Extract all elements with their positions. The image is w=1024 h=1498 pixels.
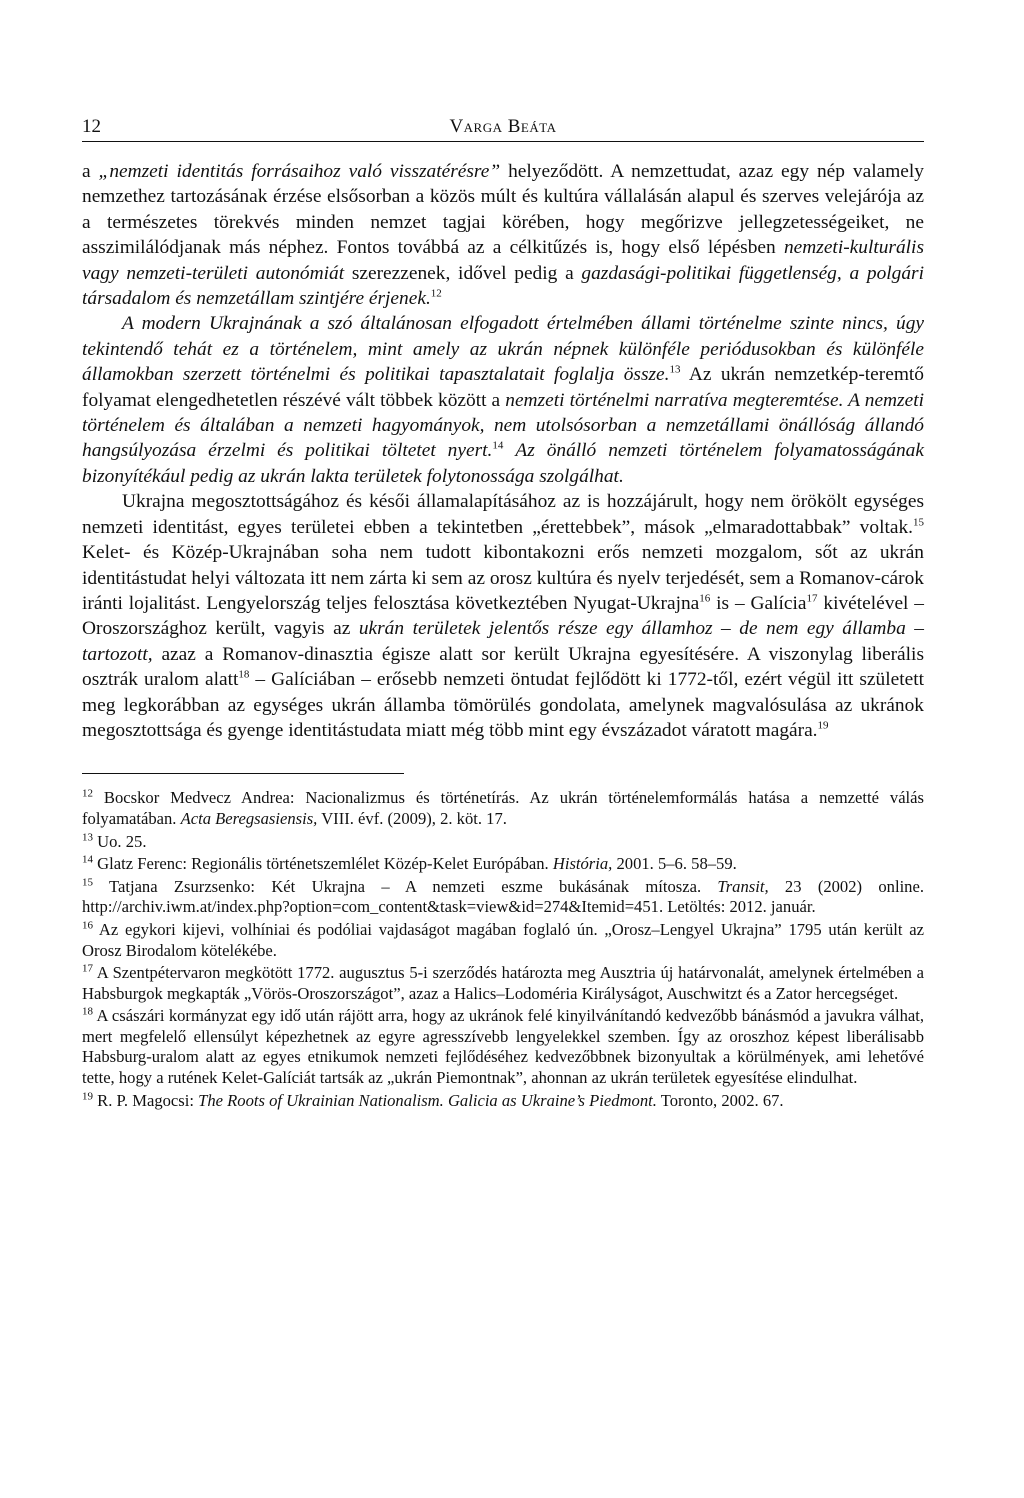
text-run: gazdasági-politikai függetlenség, a polgári társadalom és nemzetállam szintjére érjenek.	[82, 262, 924, 310]
footnote	[82, 788, 924, 829]
text-run: Kelet- és Közép-Ukrajnában soha nem tudott kibontakozni erős nemzeti mozgalom, sőt az ukrán identitástudat helyi változata itt nem zárta ki sem az orosz kultúra és nyelv terjedését, sem a Romanov-cárok iránti lojalitást. Lengyelország teljes felosztása következtében Nyugat-Ukrajna	[82, 542, 924, 614]
text-run: kivételével – Oroszországhoz került, vagyis az	[82, 592, 925, 640]
text-run: a	[82, 161, 99, 182]
page	[82, 116, 924, 1113]
footnote-marker: 13	[82, 831, 93, 843]
text-run: Toronto, 2002. 67.	[656, 1090, 784, 1110]
footnote	[82, 1091, 924, 1112]
text-run: szerezzenek, idővel pedig a	[344, 262, 582, 284]
text-run: Transit,	[717, 876, 769, 896]
text-run: Ukrajna megosztottságához és késői államalapításához az is hozzájárult, hogy nem örökölt egységes nemzeti identitást, egyes területei ebben a tekintetben „érettebbek”, mások „elmaradottabbak” voltak.	[82, 491, 924, 538]
footnote	[82, 920, 924, 961]
footnote-marker: 15	[82, 876, 93, 889]
text-run: A császári kormányzat egy idő után rájött arra, hogy az ukránok felé kinyilvánítandó kedvezőbb bánásmód a javukra válhat, mert megfelelő ellensúlyt képezhetnek az egyre agresszívebb lengyelekkel szemben. Így az oroszhoz képest liberálisabb Habsburg-uralom alatt az egyes etnikumok nemzeti fejlődéséhez kedvezőbbnek bizonyultak a körülmények, ami lehetővé tette, hogy a rutének Kelet-Galíciát tartsák az „ukrán Piemontnak”, ahonnan az ukrán területek egyesítése elindulhat.	[82, 1006, 924, 1088]
text-run: nemzeti-kulturális vagy nemzeti-területi autonómiát	[82, 237, 924, 284]
footnote-marker: 18	[82, 1005, 93, 1018]
footnote-marker: 17	[82, 962, 93, 975]
running-title: Varga Beáta	[449, 116, 557, 137]
text-run: Uo. 25.	[93, 831, 147, 851]
text-run: 23 (2002) online. http://archiv.iwm.at/index.php?option=com_content&task=view&id=274&Itemid=451. Letöltés: 2012. január.	[82, 876, 924, 917]
footnote-marker: 13	[669, 363, 681, 376]
text-run: – Galíciában – erősebb nemzeti öntudat fejlődött ki 1772-től, ezért végül itt született meg legkorábban az egységes ukrán államba tömörülés gondolata, amelynek magvalósulása az ukránok megosztottsága és gyenge identitástudata miatt még több mint egy évszázadot váratott magára.	[82, 669, 924, 741]
paragraph	[82, 159, 924, 311]
footnote	[82, 1006, 924, 1088]
footnote-marker: 14	[82, 853, 93, 866]
text-run: Az ukrán nemzetkép-teremtő folyamat elengedhetetlen részévé vált többek között a	[82, 364, 924, 411]
text-run: is – Galícia	[710, 592, 807, 614]
text-run	[503, 440, 515, 461]
footnote	[82, 832, 924, 853]
paragraph	[82, 311, 924, 489]
text-run: Az önálló nemzeti történelem folyamatosságának bizonyítékául pedig az ukrán lakta területek folytonossága szolgálhat.	[82, 440, 924, 487]
page-number: 12	[82, 116, 101, 137]
footnote-marker: 14	[492, 440, 504, 452]
main-text	[82, 159, 924, 743]
footnote-marker: 12	[430, 287, 442, 300]
footnote-marker: 19	[817, 719, 829, 732]
text-run: Bocskor Medvecz Andrea: Nacionalizmus és történetírás. Az ukrán történelemformálás hatása a nemzetté válás folyamatában.	[82, 788, 924, 828]
text-run: helyeződött. A nemzettudat, azaz egy nép valamely nemzethez tartozásának érzése elsősorban a közös múlt és kultúra vállalásán alapul és szerves velejárója az a természetes törekvés minden nemzet tagjai körében, hogy megőrizve jellegzetességeiket, ne asszimilálódjanak más néphez. Fontos továbbá az a célkitűzés is, hogy első lépésben	[82, 161, 924, 259]
text-run: Acta Beregsasiensis,	[180, 808, 318, 828]
footnote-marker: 15	[913, 516, 924, 529]
footnote	[82, 963, 924, 1004]
running-header	[82, 116, 924, 142]
footnote	[82, 877, 924, 918]
text-run: R. P. Magocsi:	[93, 1090, 199, 1110]
text-run: 2001. 5–6. 58–59.	[612, 854, 737, 874]
footnote-marker: 16	[699, 592, 711, 605]
text-run: „nemzeti identitás forrásaihoz való visszatérésre”	[98, 161, 501, 182]
text-run: Tatjana Zsurzsenko: Két Ukrajna – A nemzeti eszme bukásának mítosza.	[93, 876, 718, 896]
text-run: nemzeti történelmi narratíva megteremtése. A nemzeti történelem és általában a nemzeti hagyományok, nem utolsósorban a nemzetállami önállóság állandó hangsúlyozása érzelmi és politikai töltetet nyert.	[82, 389, 924, 462]
footnote-marker: 18	[238, 668, 250, 681]
text-run: azaz a Romanov-dinasztia égisze alatt sor került Ukrajna egyesítésére. A viszonylag liberális osztrák uralom alatt	[82, 643, 924, 691]
footnote-marker: 17	[806, 592, 818, 605]
text-run: A Szentpétervaron megkötött 1772. augusztus 5-i szerződés határozta meg Ausztria új határvonalát, amelynek értelmében a Habsburgok megkapták „Vörös-Oroszországot”, azaz a Halics–Lodoméria Királyságot, Auschwitzt és a Zator hercegséget.	[82, 963, 924, 1003]
footnote-marker: 16	[82, 919, 93, 932]
text-run: ukrán területek jelentős része egy államhoz – de nem egy államba – tartozott,	[82, 618, 925, 665]
text-run: A modern Ukrajnának a szó általánosan elfogadott értelmében állami történelme szinte nincs, úgy tekintendő tehát ez a történelem, mint amely az ukrán népnek különféle periódusokban és különféle államokban szerzett történelmi és politikai tapasztalatait foglalja össze.	[82, 313, 924, 386]
footnote-marker: 12	[82, 787, 93, 800]
footnote-marker: 19	[82, 1090, 93, 1103]
text-run: VIII. évf. (2009), 2. köt. 17.	[317, 808, 507, 828]
paragraph	[82, 489, 924, 743]
footnote-separator	[82, 773, 404, 774]
footnotes	[82, 788, 924, 1111]
text-run: História,	[552, 854, 613, 874]
text-run: The Roots of Ukrainian Nationalism. Galicia as Ukraine’s Piedmont.	[198, 1090, 657, 1110]
footnote	[82, 854, 924, 875]
text-run: Az egykori kijevi, volhíniai és podóliai vajdaságot magában foglaló ún. „Orosz–Lengyel Ukrajna” 1795 után került az Orosz Birodalom kötelékébe.	[82, 919, 924, 960]
text-run: Glatz Ferenc: Regionális történetszemlélet Közép-Kelet Európában.	[93, 854, 553, 874]
